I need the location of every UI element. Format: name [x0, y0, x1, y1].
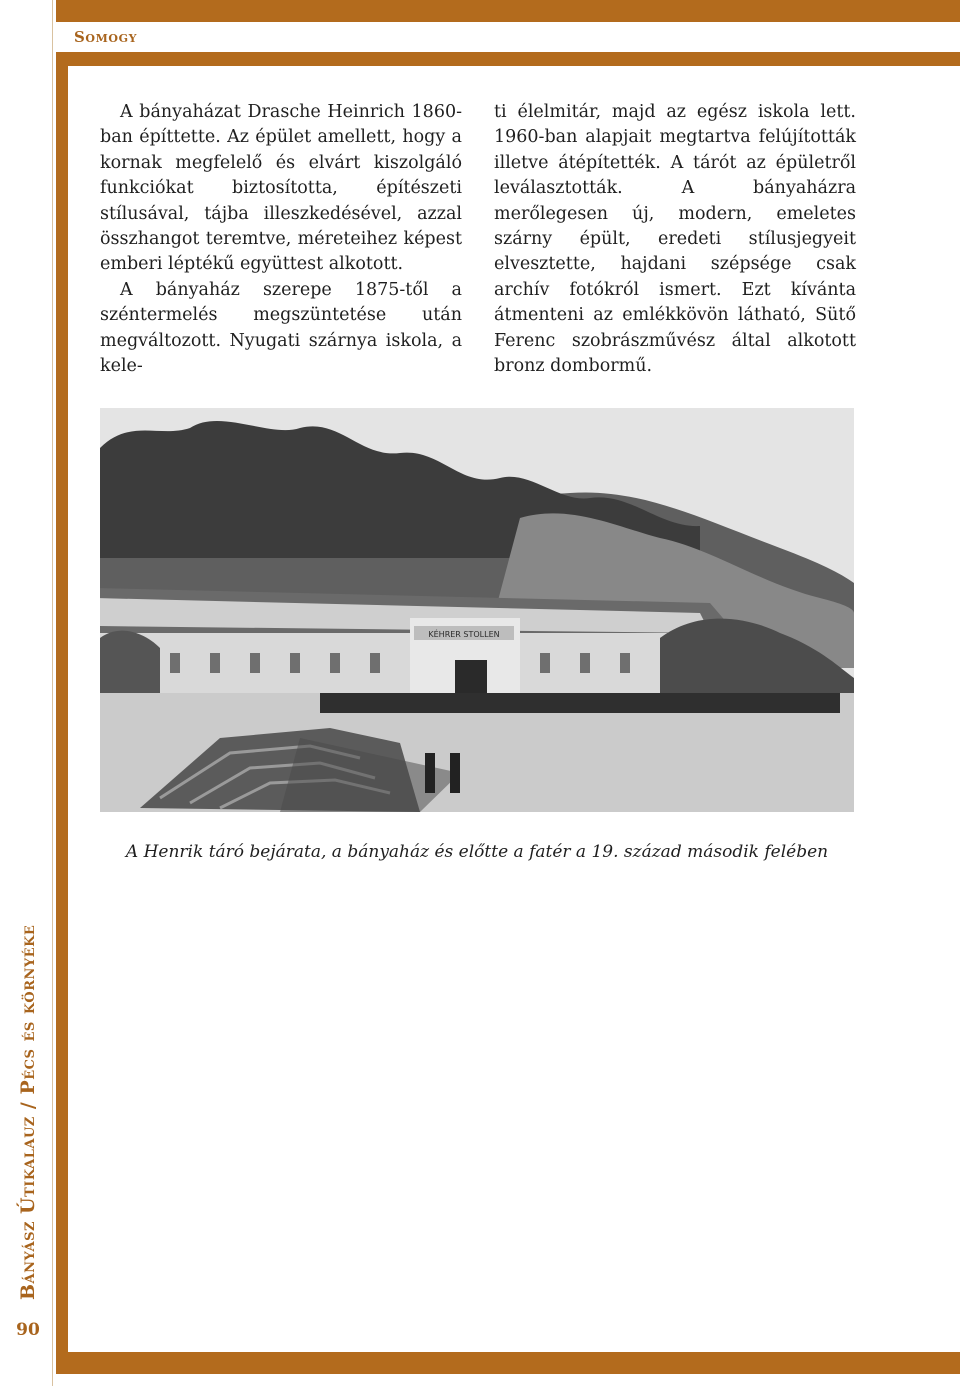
- page-number: 90: [16, 1320, 40, 1340]
- footer-bar: [56, 1352, 960, 1374]
- section-label: Somogy: [74, 28, 138, 46]
- text-column-left: [100, 100, 462, 379]
- paragraph-text: ti élelmitár, majd az egész iskola lett. 1960-ban alapjait megtartva felújították illetve átépítették. A tárót az épületről leválasztották. A bányaházra merőlegesen új, modern, emeletes szárny épült, eredeti stílusjegyeit elvesztette, hajdani szépsége csak archív fotókról ismert. Ezt kívánta átmenteni az emlékkövön látható, Sütő Ferenc szobrászművész által alkotott bronz dombormű.: [494, 102, 856, 377]
- content-frame-left: [56, 52, 68, 1352]
- text-column-right: [494, 100, 856, 379]
- building-sign: KÉHRER STOLLEN: [428, 630, 500, 639]
- paragraph: [100, 100, 462, 278]
- historical-photograph: [100, 408, 854, 812]
- header-top-bar: [56, 0, 960, 22]
- paragraph: [100, 278, 462, 380]
- header-rule: [56, 52, 960, 66]
- figure-caption: A Henrik táró bejárata, a bányaház és előtte a fatér a 19. század második felében: [125, 842, 829, 862]
- paragraph-text: A bányaház szerepe 1875-től a széntermelés megszüntetése után megváltozott. Nyugati szárnya iskola, a kele-: [100, 279, 462, 377]
- paragraph: [494, 100, 856, 379]
- paragraph-text: A bányaházat Drasche Heinrich 1860-ban építtette. Az épület amellett, hogy a kornak megfelelő és elvárt kiszolgáló funkciókat biztosította, építészeti stílusával, tájba illeszkedésével, azzal összhangot teremtve, méreteihez képest emberi léptékű együttest alkotott.: [100, 102, 462, 275]
- book-title-vertical: Bányász Útikalauz / Pécs és környéke: [17, 924, 39, 1300]
